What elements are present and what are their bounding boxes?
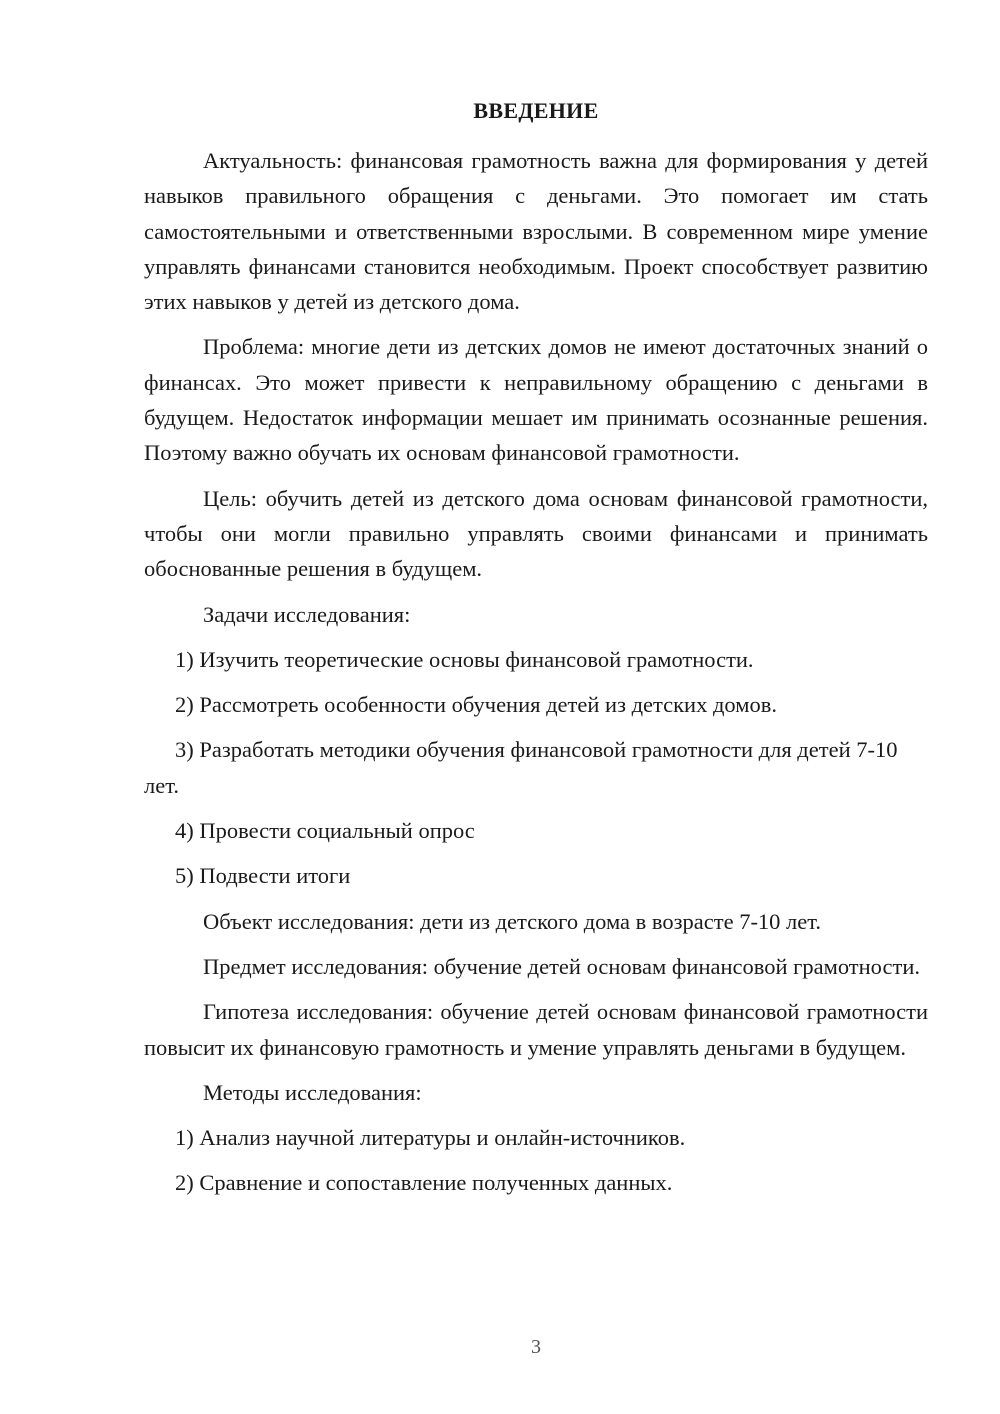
- document-body: [144, 143, 928, 1211]
- object-paragraph: Объект исследования: дети из детского дома в возрасте 7-10 лет.: [203, 908, 822, 934]
- methods-heading: Методы исследования:: [203, 1079, 422, 1105]
- task-item-4: 4) Провести социальный опрос: [175, 818, 475, 844]
- page-title: ВВЕДЕНИЕ: [473, 98, 599, 123]
- task-item-5: 5) Подвести итоги: [175, 863, 351, 889]
- task-item-3: 3) Разработать методики обучения финансовой грамотности для детей 7-10 лет.: [144, 737, 898, 798]
- subject-paragraph: Предмет исследования: обучение детей основам финансовой грамотности.: [203, 953, 920, 979]
- relevance-paragraph: Актуальность: финансовая грамотность важна для формирования у детей навыков правильного обращения с деньгами. Это помогает им стать самостоятельными и ответственными взрослыми. В современном мире умение управлять финансами становится необходимым. Проект способствует развитию этих навыков у детей из детского дома.: [144, 148, 928, 315]
- hypothesis-paragraph: Гипотеза исследования: обучение детей основам финансовой грамотности повысит их финансовую грамотность и умение управлять деньгами в будущем.: [144, 999, 928, 1060]
- task-item-2: 2) Рассмотреть особенности обучения детей из детских домов.: [175, 692, 777, 718]
- problem-paragraph: Проблема: многие дети из детских домов не имеют достаточных знаний о финансах. Это может привести к неправильному обращению с деньгами в будущем. Недостаток информации мешает им принимать осознанные решения. Поэтому важно обучать их основам финансовой грамотности.: [144, 334, 928, 466]
- page-number: 3: [531, 1336, 541, 1358]
- task-item-1: 1) Изучить теоретические основы финансовой грамотности.: [175, 646, 754, 672]
- goal-paragraph: Цель: обучить детей из детского дома основам финансовой грамотности, чтобы они могли правильно управлять своими финансами и принимать обоснованные решения в будущем.: [144, 485, 928, 582]
- method-item-1: 1) Анализ научной литературы и онлайн-источников.: [175, 1125, 686, 1151]
- tasks-heading: Задачи исследования:: [203, 601, 411, 627]
- method-item-2: 2) Сравнение и сопоставление полученных данных.: [175, 1170, 673, 1196]
